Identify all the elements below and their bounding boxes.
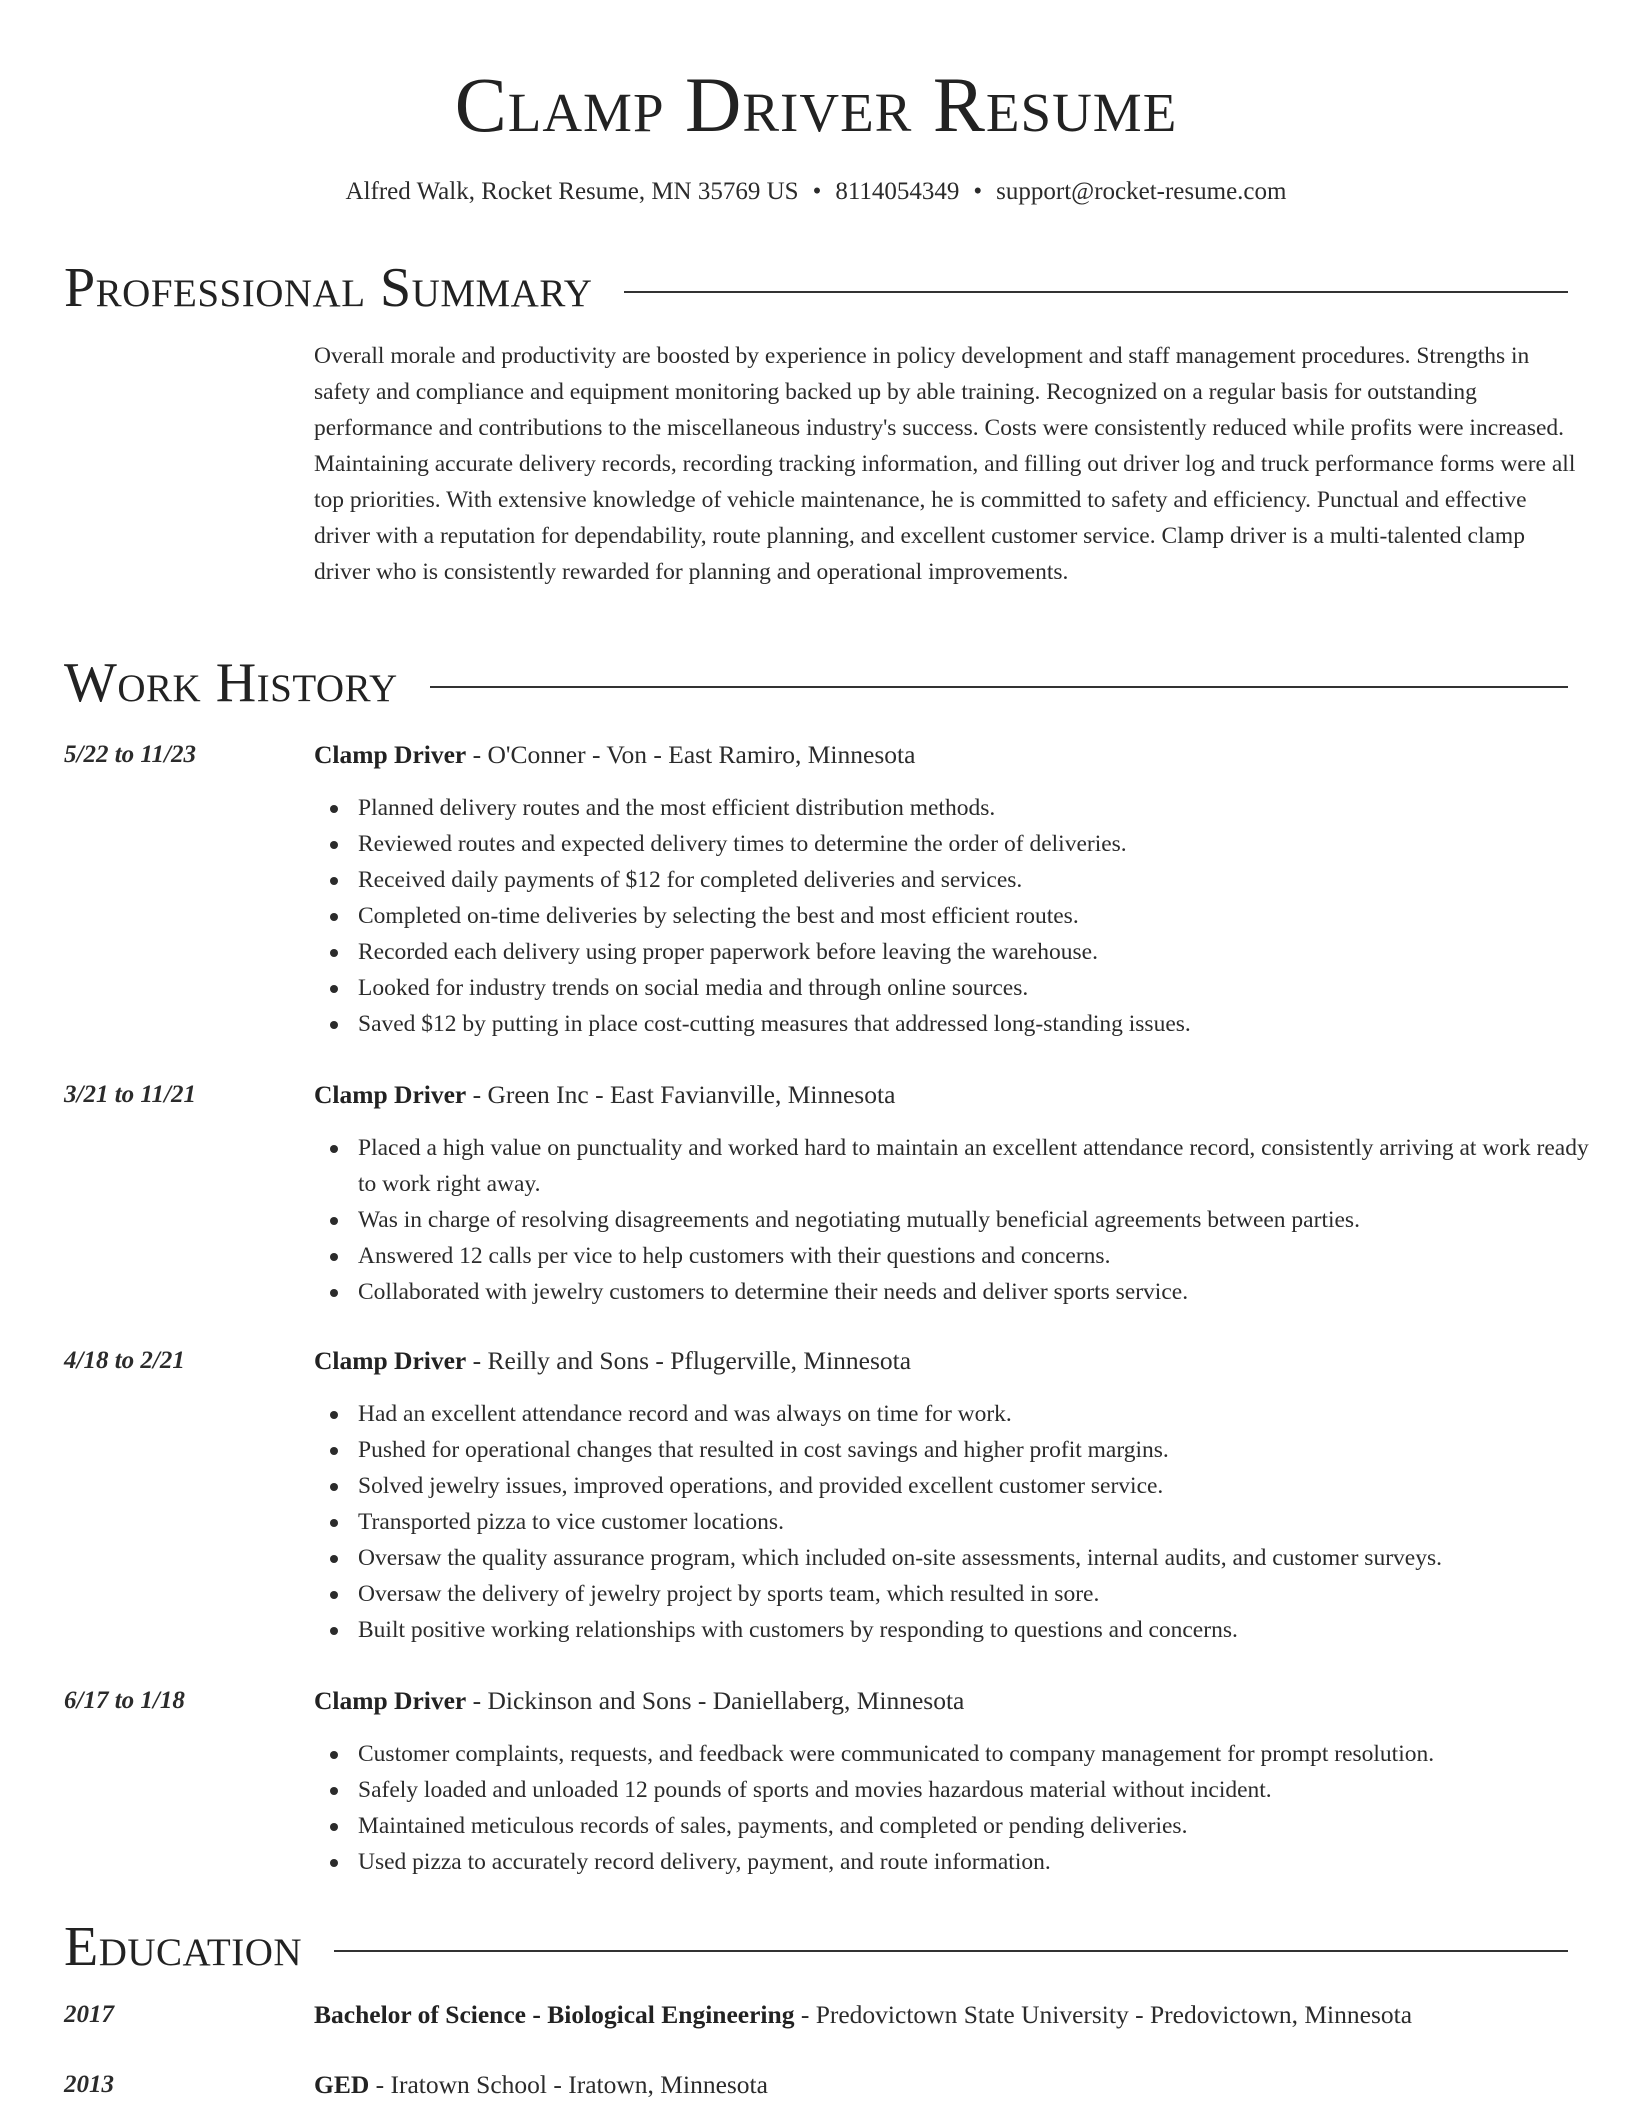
job-bullets <box>314 1130 1612 1310</box>
education-year: 2013 <box>64 2071 114 2098</box>
education-details: - Predovictown State University - Predovictown, Minnesota <box>794 2000 1413 2029</box>
section-heading: Professional Summary <box>64 257 593 319</box>
section-header-work-history <box>64 648 1568 718</box>
summary-paragraph: Overall morale and productivity are boosted by experience in policy development and staff management procedures. Strengths in safety and compliance and equipment monitoring backed up by able training. Recognized on a regular basis for outstanding performance and contributions to the miscellaneous industry's success. Costs were consistently reduced while profits were increased. Maintaining accurate delivery records, recording tracking information, and filling out driver log and truck performance forms were all top priorities. With extensive knowledge of vehicle maintenance, he is committed to safety and efficiency. Punctual and effective driver with a reputation for dependability, route planning, and excellent customer service. Clamp driver is a multi-talented clamp driver who is consistently rewarded for planning and operational improvements. <box>314 343 1576 585</box>
job-bullet: Had an excellent attendance record and was always on time for work. <box>358 1396 1612 1432</box>
resume-title: Clamp Driver Resume <box>454 61 1178 148</box>
job-bullet: Pushed for operational changes that resulted in cost savings and higher profit margins. <box>358 1432 1612 1468</box>
contact-separator: • <box>973 178 983 205</box>
job-bullet: Safely loaded and unloaded 12 pounds of sports and movies hazardous material without incident. <box>358 1772 1612 1808</box>
job-bullets <box>314 1736 1612 1880</box>
education-degree: GED <box>314 2070 370 2099</box>
education-degree: Bachelor of Science - Biological Engineering <box>314 2000 795 2029</box>
section-divider <box>334 1950 1568 1952</box>
contact-email: support@rocket-resume.com <box>996 178 1287 205</box>
job-bullet: Placed a high value on punctuality and worked hard to maintain an excellent attendance record, consistently arriving at work ready to work right away. <box>358 1130 1612 1202</box>
job-bullet: Saved $12 by putting in place cost-cutting measures that addressed long-standing issues. <box>358 1006 1612 1042</box>
job-role <box>314 1684 1568 1718</box>
section-divider <box>430 686 1568 688</box>
education-details: - Iratown School - Iratown, Minnesota <box>369 2070 768 2099</box>
job-bullets <box>314 1396 1612 1648</box>
job-bullet: Customer complaints, requests, and feedback were communicated to company management for prompt resolution. <box>358 1736 1612 1772</box>
job-bullet: Transported pizza to vice customer locations. <box>358 1504 1612 1540</box>
job-bullet: Used pizza to accurately record delivery, payment, and route information. <box>358 1844 1612 1880</box>
job-role <box>314 1344 1568 1378</box>
contact-separator: • <box>812 178 822 205</box>
job-details: - Green Inc - East Favianville, Minnesota <box>466 1080 896 1109</box>
job-role <box>314 738 1568 772</box>
section-divider <box>624 291 1568 293</box>
job-details: - Reilly and Sons - Pflugerville, Minnesota <box>466 1346 912 1375</box>
job-bullet: Answered 12 calls per vice to help customers with their questions and concerns. <box>358 1238 1612 1274</box>
job-bullet: Built positive working relationships with customers by responding to questions and concerns. <box>358 1612 1612 1648</box>
job-bullet: Planned delivery routes and the most efficient distribution methods. <box>358 790 1612 826</box>
job-bullet: Recorded each delivery using proper paperwork before leaving the warehouse. <box>358 934 1612 970</box>
job-bullets <box>314 790 1612 1042</box>
job-bullet: Was in charge of resolving disagreements and negotiating mutually beneficial agreements between parties. <box>358 1202 1612 1238</box>
job-title: Clamp Driver <box>314 1686 467 1715</box>
job-bullet: Solved jewelry issues, improved operations, and provided excellent customer service. <box>358 1468 1612 1504</box>
job-title: Clamp Driver <box>314 1080 467 1109</box>
contact-line <box>0 176 1632 208</box>
job-dates: 6/17 to 1/18 <box>64 1687 185 1714</box>
job-title: Clamp Driver <box>314 740 467 769</box>
section-header-education <box>64 1912 1568 1982</box>
job-details: - O'Conner - Von - East Ramiro, Minnesota <box>466 740 916 769</box>
job-dates: 3/21 to 11/21 <box>64 1081 196 1108</box>
education-role <box>314 2068 1568 2102</box>
job-bullet: Oversaw the delivery of jewelry project by sports team, which resulted in sore. <box>358 1576 1612 1612</box>
job-bullet: Reviewed routes and expected delivery times to determine the order of deliveries. <box>358 826 1612 862</box>
education-year: 2017 <box>64 2001 114 2028</box>
job-bullet: Received daily payments of $12 for completed deliveries and services. <box>358 862 1612 898</box>
contact-phone: 8114054349 <box>835 178 960 205</box>
section-heading: Work History <box>64 652 398 714</box>
job-bullet: Maintained meticulous records of sales, payments, and completed or pending deliveries. <box>358 1808 1612 1844</box>
job-dates: 4/18 to 2/21 <box>64 1347 185 1374</box>
section-header-summary <box>64 253 1568 323</box>
job-bullet: Looked for industry trends on social media and through online sources. <box>358 970 1612 1006</box>
section-heading: Education <box>64 1916 303 1978</box>
job-bullet: Collaborated with jewelry customers to determine their needs and deliver sports service. <box>358 1274 1612 1310</box>
job-bullet: Completed on-time deliveries by selecting the best and most efficient routes. <box>358 898 1612 934</box>
job-dates: 5/22 to 11/23 <box>64 741 196 768</box>
job-details: - Dickinson and Sons - Daniellaberg, Minnesota <box>466 1686 965 1715</box>
contact-address: Alfred Walk, Rocket Resume, MN 35769 US <box>345 178 799 205</box>
job-role <box>314 1078 1568 1112</box>
job-bullet: Oversaw the quality assurance program, which included on-site assessments, internal audits, and customer surveys. <box>358 1540 1612 1576</box>
job-title: Clamp Driver <box>314 1346 467 1375</box>
education-role <box>314 1998 1568 2032</box>
